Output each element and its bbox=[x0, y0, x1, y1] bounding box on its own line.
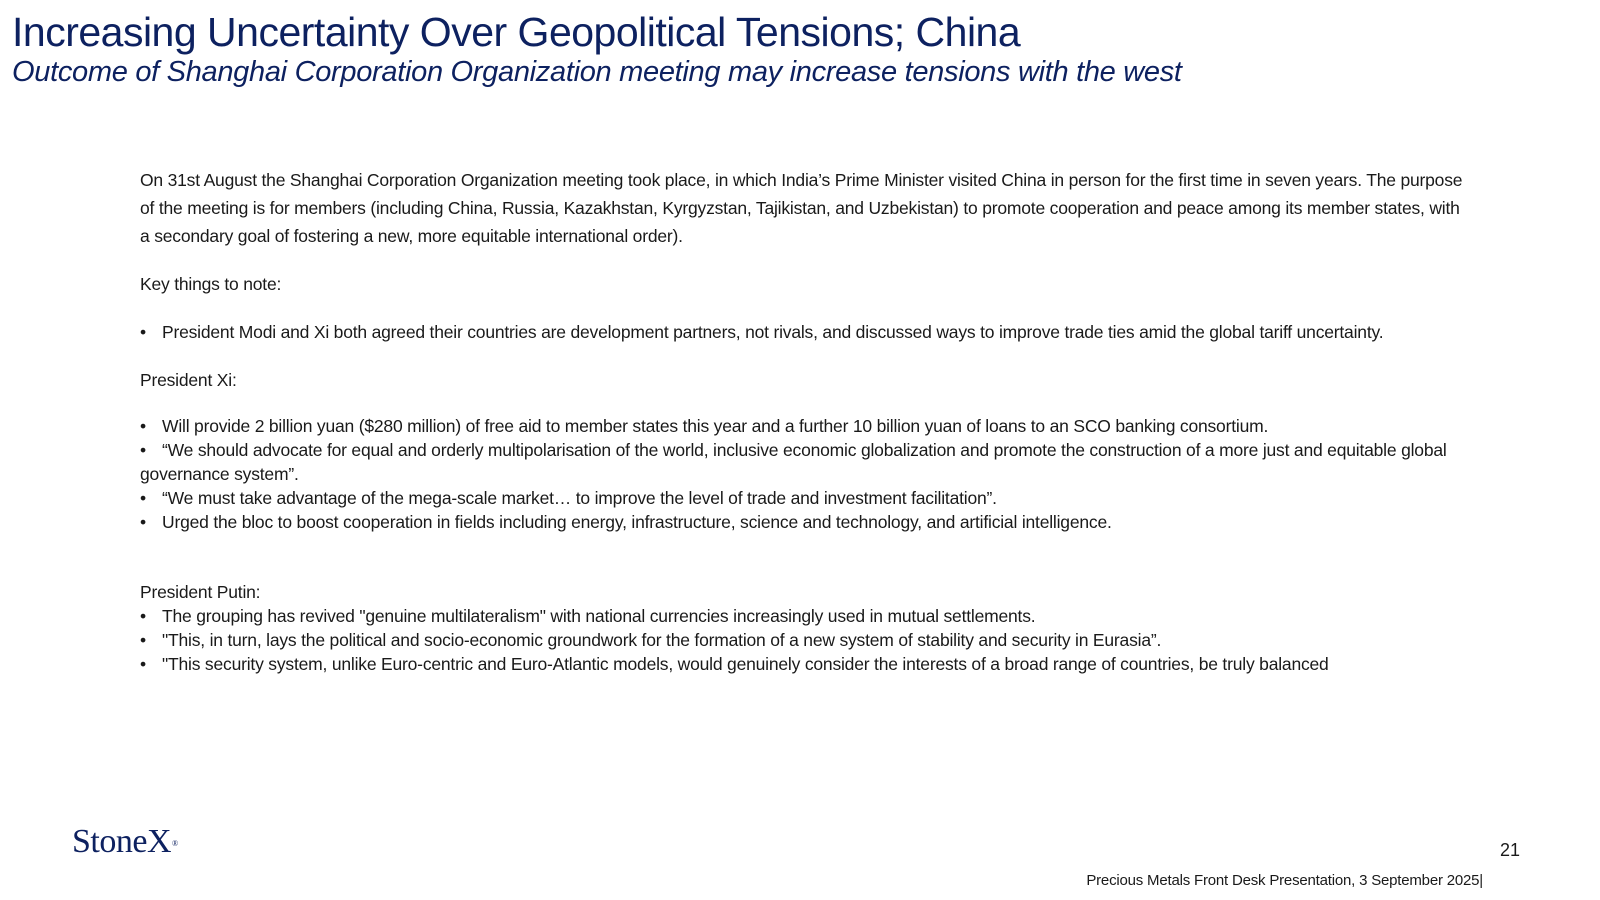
page-title: Increasing Uncertainty Over Geopolitical Tensions; China bbox=[12, 9, 1021, 55]
slide-body bbox=[140, 166, 1470, 676]
intro-paragraph: On 31st August the Shanghai Corporation Organization meeting took place, in which India’s Prime Minister visited China in person for the first time in seven years. The purpose of the meeting is for members (including China, Russia, Kazakhstan, Kyrgyzstan, Tajikistan, and Uzbekistan) to promote cooperation and peace among its member states, with a secondary goal of fostering a new, more equitable international order). bbox=[140, 170, 1463, 246]
footer-presentation-label: Precious Metals Front Desk Presentation, 3 September 2025| bbox=[1086, 872, 1483, 889]
stonex-logo: StoneX® bbox=[72, 823, 178, 860]
bullet-icon: • bbox=[140, 630, 146, 650]
list-item: • Urged the bloc to boost cooperation in fields including energy, infrastructure, science and technology, and artificial intelligence. bbox=[140, 512, 1112, 532]
bullet-icon: • bbox=[140, 488, 146, 508]
president-putin-list bbox=[140, 604, 1470, 676]
president-xi-label: President Xi: bbox=[140, 370, 237, 390]
list-item: • "This security system, unlike Euro-centric and Euro-Atlantic models, would genuinely consider the interests of a broad range of countries, be truly balanced bbox=[140, 654, 1329, 674]
president-xi-list bbox=[140, 414, 1470, 534]
bullet-icon: • bbox=[140, 416, 146, 436]
registered-mark: ® bbox=[172, 839, 178, 848]
list-item: • President Modi and Xi both agreed their countries are development partners, not rivals, and discussed ways to improve trade ties amid the global tariff uncertainty. bbox=[140, 322, 1384, 342]
bullet-icon: • bbox=[140, 606, 146, 626]
bullet-icon: • bbox=[140, 440, 146, 460]
page-number: 21 bbox=[1499, 840, 1520, 860]
list-item: • “We should advocate for equal and orderly multipolarisation of the world, inclusive economic globalization and promote the construction of a more just and equitable global governance system”. bbox=[140, 440, 1447, 484]
page-subtitle: Outcome of Shanghai Corporation Organization meeting may increase tensions with the west bbox=[12, 56, 1182, 88]
key-things-label: Key things to note: bbox=[140, 274, 282, 294]
bullet-icon: • bbox=[140, 654, 146, 674]
bullet-icon: • bbox=[140, 512, 146, 532]
list-item: • Will provide 2 billion yuan ($280 million) of free aid to member states this year and a further 10 billion yuan of loans to an SCO banking consortium. bbox=[140, 416, 1269, 436]
list-item: • The grouping has revived "genuine multilateralism" with national currencies increasingly used in mutual settlements. bbox=[140, 606, 1036, 626]
list-item: • "This, in turn, lays the political and socio-economic groundwork for the formation of a new system of stability and security in Eurasia”. bbox=[140, 630, 1162, 650]
list-item: • “We must take advantage of the mega-scale market… to improve the level of trade and investment facilitation”. bbox=[140, 488, 997, 508]
president-putin-label: President Putin: bbox=[140, 582, 261, 602]
key-things-list bbox=[140, 320, 1470, 344]
bullet-icon: • bbox=[140, 322, 146, 342]
